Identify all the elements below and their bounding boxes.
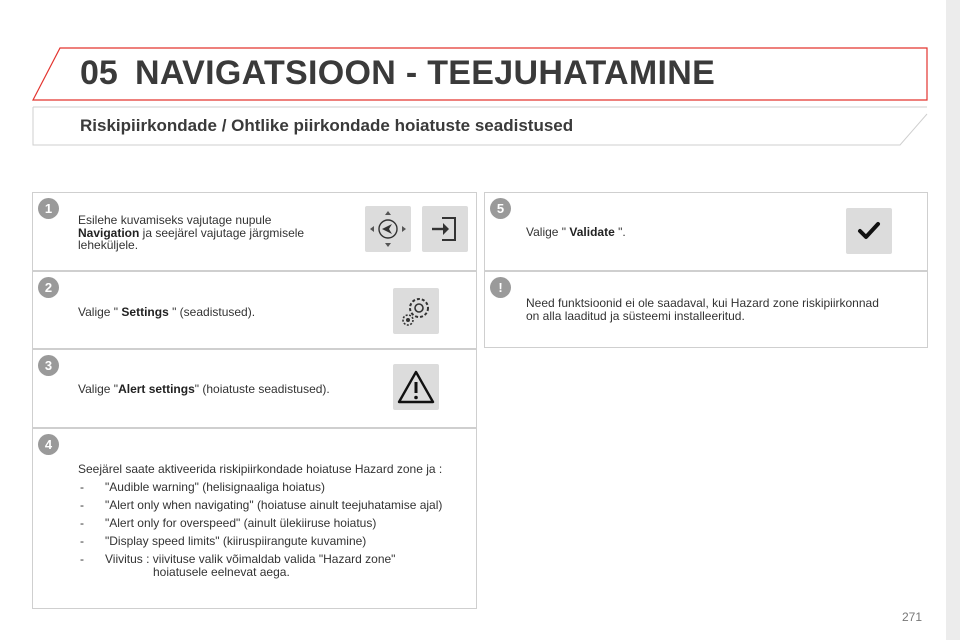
step-5-panel bbox=[484, 192, 928, 271]
option-alert-overspeed: - "Alert only for overspeed" (ainult ülekiiruse hoiatus) bbox=[79, 517, 474, 530]
navigation-label: Navigation bbox=[78, 225, 140, 240]
step-4-intro: Seejärel saate aktiveerida riskipiirkondade hoiatuse Hazard zone ja : bbox=[78, 462, 443, 476]
option-alert-when-navigating: - "Alert only when navigating" (hoiatuse ainult teejuhatamise ajal) bbox=[79, 499, 474, 512]
page-number: 271 bbox=[902, 610, 923, 624]
hazard-options-list bbox=[79, 481, 474, 579]
step-5-text: Valige " Validate ". bbox=[526, 225, 626, 239]
option-display-speed-limits: - "Display speed limits" (kiiruspiirangute kuvamine) bbox=[79, 535, 474, 548]
step-1-text: Esilehe kuvamiseks vajutage nupule Navigation ja seejärel vajutage järgmisele leheküljele. bbox=[78, 213, 305, 252]
settings-gears-icon[interactable] bbox=[393, 288, 439, 334]
next-page-icon[interactable] bbox=[422, 206, 468, 252]
side-stripe bbox=[946, 0, 960, 640]
warning-triangle-icon[interactable] bbox=[393, 364, 439, 410]
step-2-text: Valige " Settings " (seadistused). bbox=[78, 305, 256, 319]
checkmark-icon[interactable] bbox=[846, 208, 892, 254]
navigation-joystick-icon[interactable] bbox=[365, 206, 411, 252]
step-4-panel bbox=[32, 428, 477, 609]
option-delay: - Viivitus : viivituse valik võimaldab valida "Hazard zone" hoiatusele eelnevat aega. bbox=[79, 553, 474, 579]
section-title: Riskipiirkondade / Ohtlike piirkondade hoiatuste seadistused bbox=[80, 116, 574, 135]
step-badge: 1 bbox=[38, 198, 59, 219]
note-panel bbox=[484, 271, 928, 348]
alert-settings-label: Alert settings bbox=[118, 382, 195, 396]
step-badge: 4 bbox=[38, 434, 59, 455]
settings-label: Settings bbox=[121, 305, 169, 319]
step-3-text: Valige "Alert settings" (hoiatuste seadistused). bbox=[78, 382, 330, 396]
step-2-panel bbox=[32, 271, 477, 349]
chapter-number: 05 bbox=[80, 54, 118, 92]
note-badge: ! bbox=[490, 277, 511, 298]
validate-label: Validate bbox=[569, 225, 615, 239]
step-badge: 5 bbox=[490, 198, 511, 219]
option-audible-warning: - "Audible warning" (helisignaaliga hoiatus) bbox=[79, 481, 474, 494]
step-3-panel bbox=[32, 349, 477, 428]
chapter-title: NAVIGATSIOON - TEEJUHATAMINE bbox=[135, 54, 716, 92]
step-badge: 3 bbox=[38, 355, 59, 376]
note-text: Need funktsioonid ei ole saadaval, kui Hazard zone riskipiirkonnad on alla laaditud ja süsteemi installeeritud. bbox=[526, 296, 879, 323]
step-1-panel bbox=[32, 192, 477, 271]
step-badge: 2 bbox=[38, 277, 59, 298]
